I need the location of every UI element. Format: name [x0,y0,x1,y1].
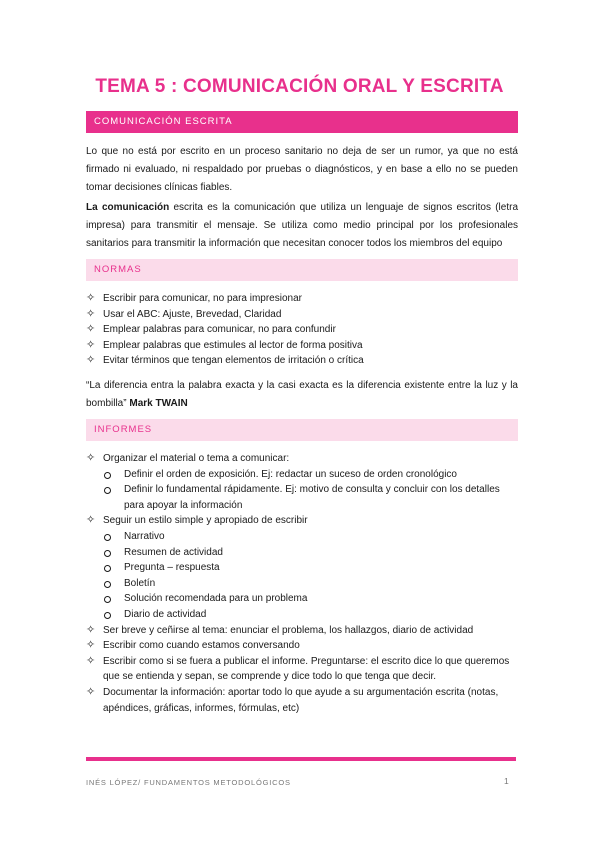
quote-author: Mark TWAIN [129,398,188,409]
list-item: ✧ Escribir para comunicar, no para impresionar [86,291,518,307]
document-title: TEMA 5 : COMUNICACIÓN ORAL Y ESCRITA [95,76,504,97]
diamond-outline-icon: ✧ [86,307,96,320]
list-item: ✧ Escribir como si se fuera a publicar el informe. Preguntarse: el escrito dice lo que queremos que se entienda y sepan, se comprende y dice todo lo que tenga que decir. [86,654,510,683]
circle-outline-icon [104,487,111,494]
intro-paragraph: Lo que no está por escrito en un proceso sanitario no deja de ser un rumor, ya que no está firmado ni evaluado, ni respaldado por pruebas o diagnósticos, y en base a ello no se pueden tomar decisiones clínicas fiables. [86,146,518,193]
section-heading-comunicacion-escrita: COMUNICACIÓN ESCRITA [86,111,518,133]
page-number: 1 [504,776,509,786]
list-item: ✧ Documentar la información: aportar todo lo que ayude a su argumentación escrita (notas, apéndices, gráficas, informes, fórmulas, etc) [86,685,499,714]
diamond-outline-icon: ✧ [86,639,96,652]
sub-list-item: Definir lo fundamental rápidamente. Ej: motivo de consulta y concluir con los detalles para apoyar la información [86,482,518,513]
diamond-outline-icon: ✧ [86,292,96,304]
circle-outline-icon [104,612,111,619]
list-item: ✧ Seguir un estilo simple y apropiado de escribir Narrativo Resumen de actividad Pregunta – respuesta Boletín Solución recomendada para un problema Diario de actividad [86,513,518,622]
sub-list-item: Narrativo [86,529,518,545]
diamond-outline-icon: ✧ [86,685,96,698]
diamond-outline-icon: ✧ [86,338,96,351]
normas-list [86,291,518,369]
list-item: ✧ Usar el ABC: Ajuste, Brevedad, Claridad [86,307,518,323]
diamond-outline-icon: ✧ [86,452,96,464]
list-item: ✧ Escribir como cuando estamos conversando [86,638,518,654]
list-item: ✧ Evitar términos que tengan elementos de irritación o crítica [86,353,518,369]
sub-list-item: Resumen de actividad [86,545,518,561]
sub-list-item: Solución recomendada para un problema [86,591,518,607]
definition-text: escrita es la comunicación que utiliza un lenguaje de signos escritos (letra impresa) para transmitir el mensaje. Se utiliza como medio principal por los profesionales sanitarios para transmitir la información que necesitan conocer todos los miembros del equipo [86,202,519,249]
diamond-outline-icon: ✧ [86,323,96,336]
diamond-outline-icon: ✧ [86,354,96,367]
circle-outline-icon [104,565,111,572]
list-item: ✧ Emplear palabras que estimules al lector de forma positiva [86,338,518,354]
sub-list-item: Definir el orden de exposición. Ej: redactar un suceso de orden cronológico [86,467,518,483]
list-item: ✧ Ser breve y ceñirse al tema: enunciar el problema, los hallazgos, diario de actividad [86,623,518,639]
sub-list-item: Pregunta – respuesta [86,560,518,576]
sub-list [86,529,518,623]
list-item: ✧ Emplear palabras para comunicar, no para confundir [86,322,518,338]
quote-paragraph [86,377,518,413]
definition-term: La comunicación [86,202,170,213]
sub-list-item: Boletín [86,576,518,592]
diamond-outline-icon: ✧ [86,623,96,636]
footer-author: INÉS LÓPEZ/ FUNDAMENTOS METODOLÓGICOS [86,778,291,787]
circle-outline-icon [104,581,111,588]
circle-outline-icon [104,596,111,603]
circle-outline-icon [104,534,111,541]
section-heading-normas: NORMAS [86,259,518,281]
diamond-outline-icon: ✧ [86,654,96,667]
definition-paragraph [86,199,518,253]
sub-list [86,467,518,514]
quote-text: “La diferencia entra la palabra exacta y la casi exacta es la diferencia existente entre la luz y la bombilla” [86,380,518,409]
informes-list [86,451,518,716]
diamond-outline-icon: ✧ [86,514,96,527]
sub-list-item: Diario de actividad [86,607,518,623]
circle-outline-icon [104,550,111,557]
section-heading-informes: INFORMES [86,419,518,441]
list-item: ✧ Organizar el material o tema a comunicar: Definir el orden de exposición. Ej: redactar un suceso de orden cronológico Definir lo fundamental rápidamente. Ej: motivo de consulta y concluir con los detalles para apoyar la información [86,451,518,513]
circle-outline-icon [104,472,111,479]
footer-divider [86,757,516,761]
